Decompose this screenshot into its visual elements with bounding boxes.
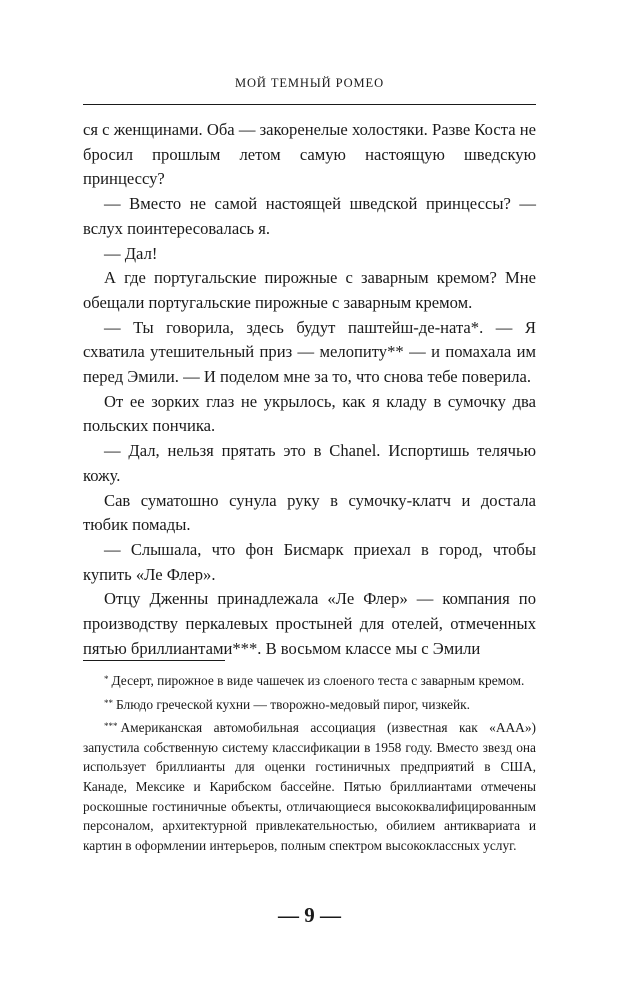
footnote-mark: * xyxy=(104,674,109,684)
footnote xyxy=(83,670,536,691)
paragraph: Сав суматошно сунула руку в сумочку-клатч и достала тюбик помады. xyxy=(83,490,536,535)
paragraph: — Вместо не самой настоящей шведской принцессы? — вслух поинтересовалась я. xyxy=(83,194,536,238)
page-number: — 9 — xyxy=(278,903,341,927)
footnote xyxy=(83,717,536,855)
paragraph: — Дал! xyxy=(104,243,158,263)
footnote xyxy=(83,694,536,715)
footnotes xyxy=(83,670,536,858)
footnote-divider xyxy=(83,660,225,661)
header-divider xyxy=(83,104,536,105)
running-head: МОЙ ТЕМНЫЙ РОМЕО xyxy=(234,76,385,90)
paragraph: — Слышала, что фон Бисмарк приехал в город, чтобы купить «Ле Флер». xyxy=(83,539,536,584)
footnote-mark: ** xyxy=(104,697,113,708)
paragraph: — Ты говорила, здесь будут паштейш-де-ната*. — Я схватила утешительный приз — мелопиту** — и помахала им перед Эмили. — И поделом мне за то, что снова тебе поверила. xyxy=(83,317,536,387)
footnote-text: Десерт, пирожное в виде чашечек из слоеного теста с заварным кремом. xyxy=(111,673,525,688)
footnote-text: Американская автомобильная ассоциация (известная как «AAA») запустила собственную систему классификации в 1958 году. Вместо звезд она использует бриллианты для оценки гостиничных предприятий в США, Канаде, Мексике и Карибском бассейне. Пятью бриллиантами отмечены роскошные гостиничные объекты, отличающиеся высококвалифицированным персоналом, архитектурной привлекательностью, обилием антиквариата и картин в оформлении интерьеров, полным спектром высококлассных услуг. xyxy=(83,720,536,853)
paragraph: А где португальские пирожные с заварным кремом? Мне обещали португальские пирожные с заварным кремом. xyxy=(83,268,536,312)
paragraph: Отцу Дженны принадлежала «Ле Флер» — компания по производству перкалевых простыней для отелей, отмеченных пятью бриллиантами***. В восьмом классе мы с Эмили xyxy=(83,589,536,658)
footnote-text: Блюдо греческой кухни — творожно-медовый пирог, чизкейк. xyxy=(116,696,470,712)
paragraph: — Дал, нельзя прятать это в Chanel. Испортишь телячью кожу. xyxy=(83,441,536,485)
paragraph: От ее зорких глаз не укрылось, как я кладу в сумочку два польских пончика. xyxy=(83,391,536,436)
footnote-mark: *** xyxy=(104,721,118,732)
paragraph: ся с женщинами. Оба — закоренелые холостяки. Разве Коста не бросил прошлым летом самую настоящую шведскую принцессу? xyxy=(83,120,536,189)
main-text xyxy=(83,118,536,661)
